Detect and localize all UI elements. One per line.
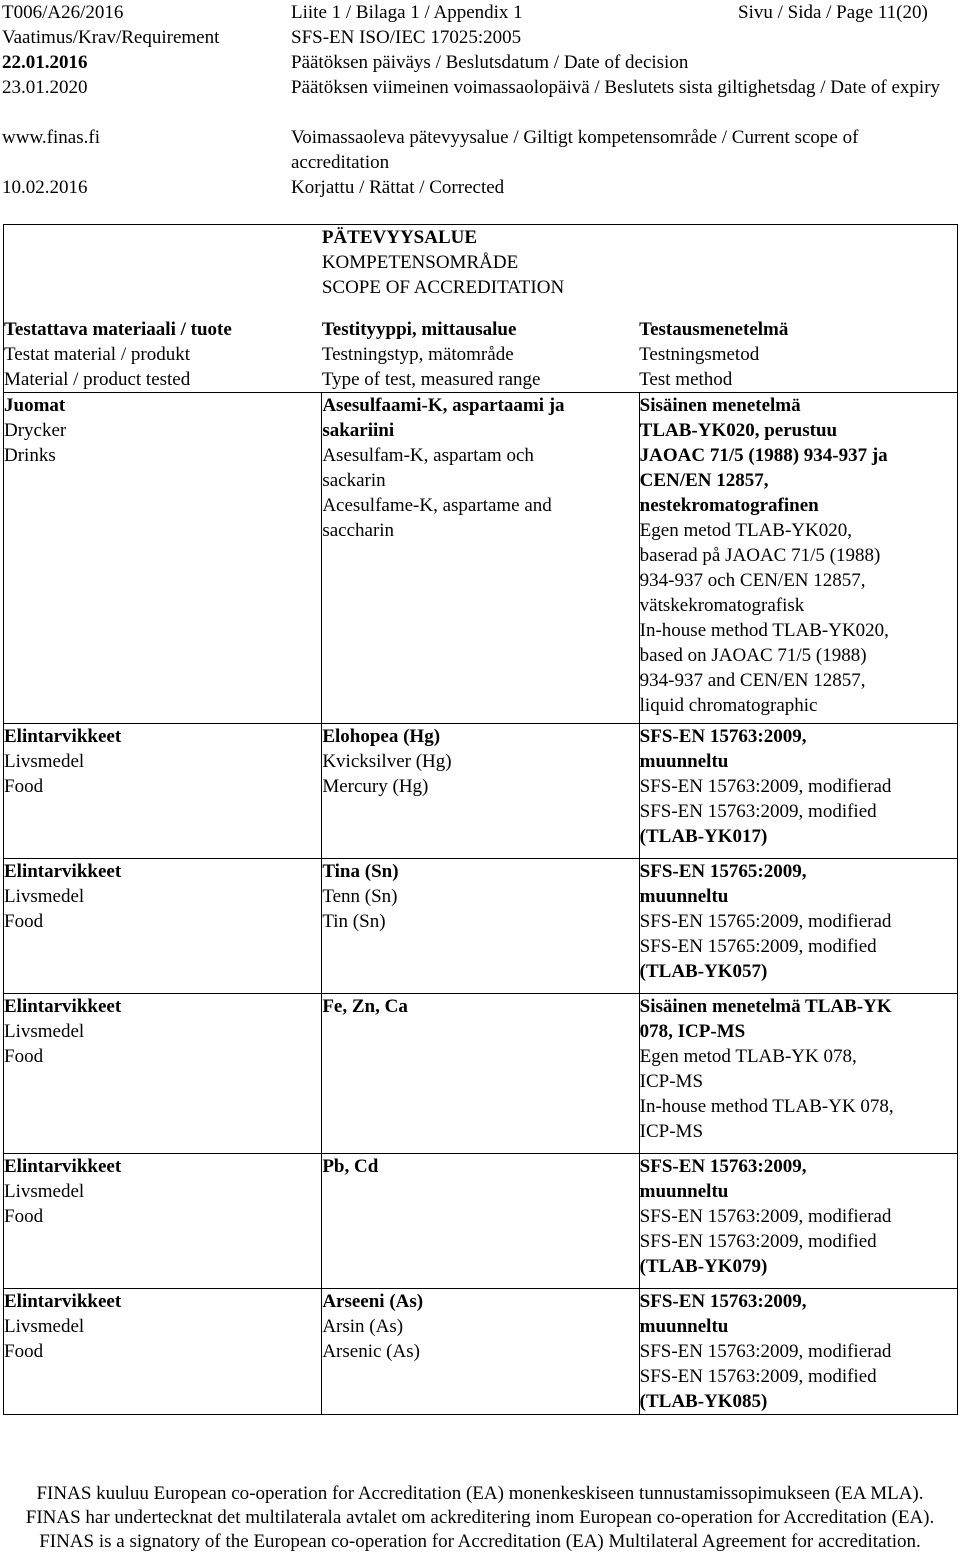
test-cell: Pb, Cd: [322, 1154, 639, 1289]
table-row: [4, 859, 958, 994]
page-number: Sivu / Sida / Page 11(20): [738, 2, 928, 23]
method-cell: Sisäinen menetelmä TLAB-YK 078, ICP-MS Egen metod TLAB-YK 078, ICP-MS In-house method TLAB-YK 078, ICP-MS: [639, 994, 957, 1154]
header-row-2: [0, 25, 960, 50]
column-header-test: Testityyppi, mittausalue Testningstyp, mätområde Type of test, measured range: [322, 317, 639, 393]
caption-row: [4, 225, 958, 318]
test-cell: Arseeni (As) Arsin (As) Arsenic (As): [322, 1289, 639, 1415]
website-link[interactable]: www.finas.fi: [2, 127, 100, 148]
header-row: [4, 317, 958, 393]
scope-table: [3, 224, 958, 1415]
doc-id: T006/A26/2016: [2, 2, 124, 23]
test-cell: Asesulfaami-K, aspartaami ja sakariini Asesulfam-K, aspartam och sackarin Acesulfame-K, aspartame and saccharin: [322, 393, 639, 724]
footer-line-sv: FINAS har undertecknat det multilaterala avtalet om ackreditering inom European co-operation for Accreditation (EA).: [25, 1507, 935, 1528]
header-row-1: [0, 0, 960, 25]
scope-label: Voimassaoleva pätevyysalue / Giltigt kompetensområde / Current scope of accreditation: [291, 127, 859, 173]
material-cell: Elintarvikkeet Livsmedel Food: [4, 994, 322, 1154]
document-footer: [0, 1482, 960, 1554]
footer-line-en: FINAS is a signatory of the European co-operation for Accreditation (EA) Multilateral Agreement for accreditation.: [39, 1531, 921, 1552]
material-cell: Elintarvikkeet Livsmedel Food: [4, 1154, 322, 1289]
caption-sv: KOMPETENSOMRÅDE: [321, 252, 519, 273]
footer-line-fi: FINAS kuuluu European co-operation for Accreditation (EA) monenkeskiseen tunnustamissopimukseen (EA MLA).: [36, 1483, 924, 1504]
appendix-label: Liite 1 / Bilaga 1 / Appendix 1: [291, 2, 523, 23]
caption-spacer-left: [4, 225, 322, 318]
material-cell: Elintarvikkeet Livsmedel Food: [4, 859, 322, 994]
caption-en: SCOPE OF ACCREDITATION: [321, 277, 565, 298]
header-row-4: [0, 75, 960, 125]
requirement-label: Vaatimus/Krav/Requirement: [2, 27, 220, 48]
corrected-label: Korjattu / Rättat / Corrected: [291, 177, 505, 198]
table-row: [4, 1289, 958, 1415]
method-cell: SFS-EN 15763:2009, muunneltu SFS-EN 15763:2009, modifierad SFS-EN 15763:2009, modified (TLAB-YK079): [639, 1154, 957, 1289]
scope-caption: [322, 225, 639, 318]
method-cell: SFS-EN 15763:2009, muunneltu SFS-EN 15763:2009, modifierad SFS-EN 15763:2009, modified (TLAB-YK017): [639, 724, 957, 859]
method-cell: Sisäinen menetelmä TLAB-YK020, perustuu JAOAC 71/5 (1988) 934-937 ja CEN/EN 12857, nestekromatografinen Egen metod TLAB-YK020, baserad på JAOAC 71/5 (1988) 934-937 och CEN/EN 12857, vätskekromatografisk In-house method TLAB-YK020, based on JAOAC 71/5 (1988) 934-937 and CEN/EN 12857, liquid chromatographic: [639, 393, 957, 724]
test-cell: Elohopea (Hg) Kvicksilver (Hg) Mercury (Hg): [322, 724, 639, 859]
material-cell: Juomat Drycker Drinks: [4, 393, 322, 724]
expiry-date: 23.01.2020: [2, 77, 88, 98]
table-row: [4, 994, 958, 1154]
caption-spacer-right: [639, 225, 957, 318]
table-row: [4, 393, 958, 724]
caption-fi: PÄTEVYYSALUE: [321, 227, 478, 248]
test-cell: Tina (Sn) Tenn (Sn) Tin (Sn): [322, 859, 639, 994]
material-cell: Elintarvikkeet Livsmedel Food: [4, 1289, 322, 1415]
requirement-value: SFS-EN ISO/IEC 17025:2005: [291, 27, 522, 48]
method-cell: SFS-EN 15763:2009, muunneltu SFS-EN 15763:2009, modifierad SFS-EN 15763:2009, modified (TLAB-YK085): [639, 1289, 957, 1415]
corrected-date: 10.02.2016: [2, 177, 88, 198]
column-header-material: Testattava materiaali / tuote Testat material / produkt Material / product tested: [4, 317, 322, 393]
column-header-method: Testausmenetelmä Testningsmetod Test method: [639, 317, 957, 393]
material-cell: Elintarvikkeet Livsmedel Food: [4, 724, 322, 859]
decision-date: 22.01.2016: [2, 52, 88, 73]
expiry-label: Päätöksen viimeinen voimassaolopäivä / Beslutets sista giltighetsdag / Date of expiry: [291, 77, 941, 98]
decision-label: Päätöksen päiväys / Beslutsdatum / Date of decision: [291, 52, 689, 73]
header-row-5: [0, 125, 960, 175]
table-row: [4, 1154, 958, 1289]
header-row-3: [0, 50, 960, 75]
table-row: [4, 724, 958, 859]
header-row-6: [0, 175, 960, 200]
method-cell: SFS-EN 15765:2009, muunneltu SFS-EN 15765:2009, modifierad SFS-EN 15765:2009, modified (TLAB-YK057): [639, 859, 957, 994]
test-cell: Fe, Zn, Ca: [322, 994, 639, 1154]
